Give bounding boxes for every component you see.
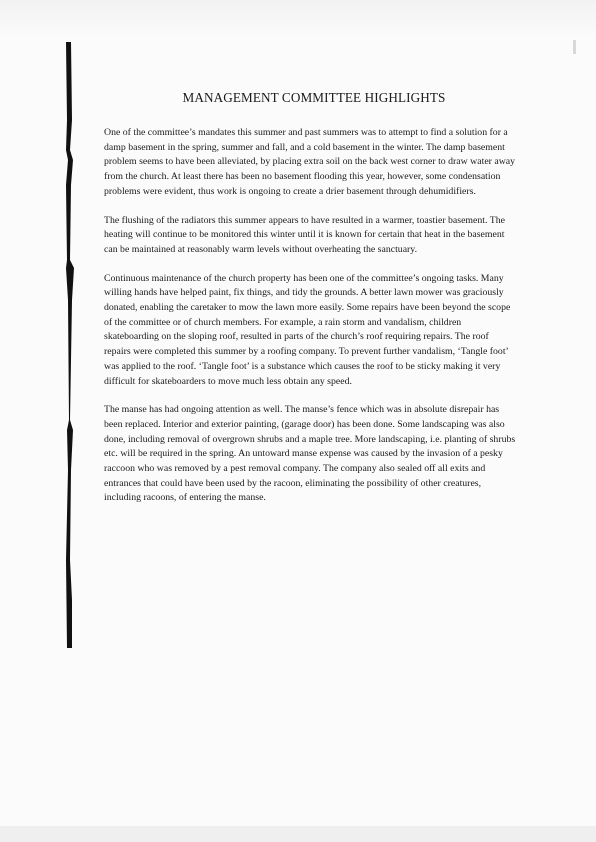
paragraph-manse: The manse has had ongoing attention as well. The manse’s fence which was in absolute disrepair has been replaced. Interior and exterior painting, (garage door) has been done. Some landscaping was also done, including removal of overgrown shrubs and a maple tree. More landscaping, i.e. planting of shrubs etc. will be required in the spring. An untoward manse expense was caused by the invasion of a pesky raccoon who was removed by a pest removal company. The company also sealed off all exits and entrances that could have been used by the racoon, eliminating the possibility of other creatures, including racoons, of entering the manse. [104,404,516,504]
paragraph-radiators: The flushing of the radiators this summer appears to have resulted in a warmer, toastier basement. The heating will continue to be monitored this winter until it is known for certain that heat in the basement can be maintained at reasonably warm levels without overheating the sanctuary. [104,214,505,255]
paragraph-basement: One of the committee’s mandates this summer and past summers was to attempt to find a solution for a damp basement in the spring, summer and fall, and a cold basement in the winter. The damp basement problem seems to have been alleviated, by placing extra soil on the back west corner to draw water away from the church. At least there has been no basement flooding this year, however, some condensation problems were evident, thus work is ongoing to create a drier basement through dehumidifiers. [104,127,516,197]
scan-top-edge [0,0,596,34]
paragraph-property-maintenance: Continuous maintenance of the church property has been one of the committee’s ongoing tasks. Many willing hands have helped paint, fix things, and tidy the grounds. A better lawn mower was graciously donated, enabling the caretaker to mow the lawn more easily. Some repairs have been beyond the scope of the committee or of church members. For example, a rain storm and vandalism, children skateboarding on the sloping roof, resulted in parts of the church’s roof requiring repairs. The roof repairs were completed this summer by a roofing company. To prevent further vandalism, ‘Tangle foot’ was applied to the roof. ‘Tangle foot’ is a substance which causes the roof to be sticky making it very difficult for skateboarders to move much less obtain any speed. [104,272,511,387]
document-title: MANAGEMENT COMMITTEE HIGHLIGHTS [182,90,446,105]
scan-mark [573,40,576,54]
document-body [104,84,516,520]
scan-bottom-edge [0,826,596,842]
